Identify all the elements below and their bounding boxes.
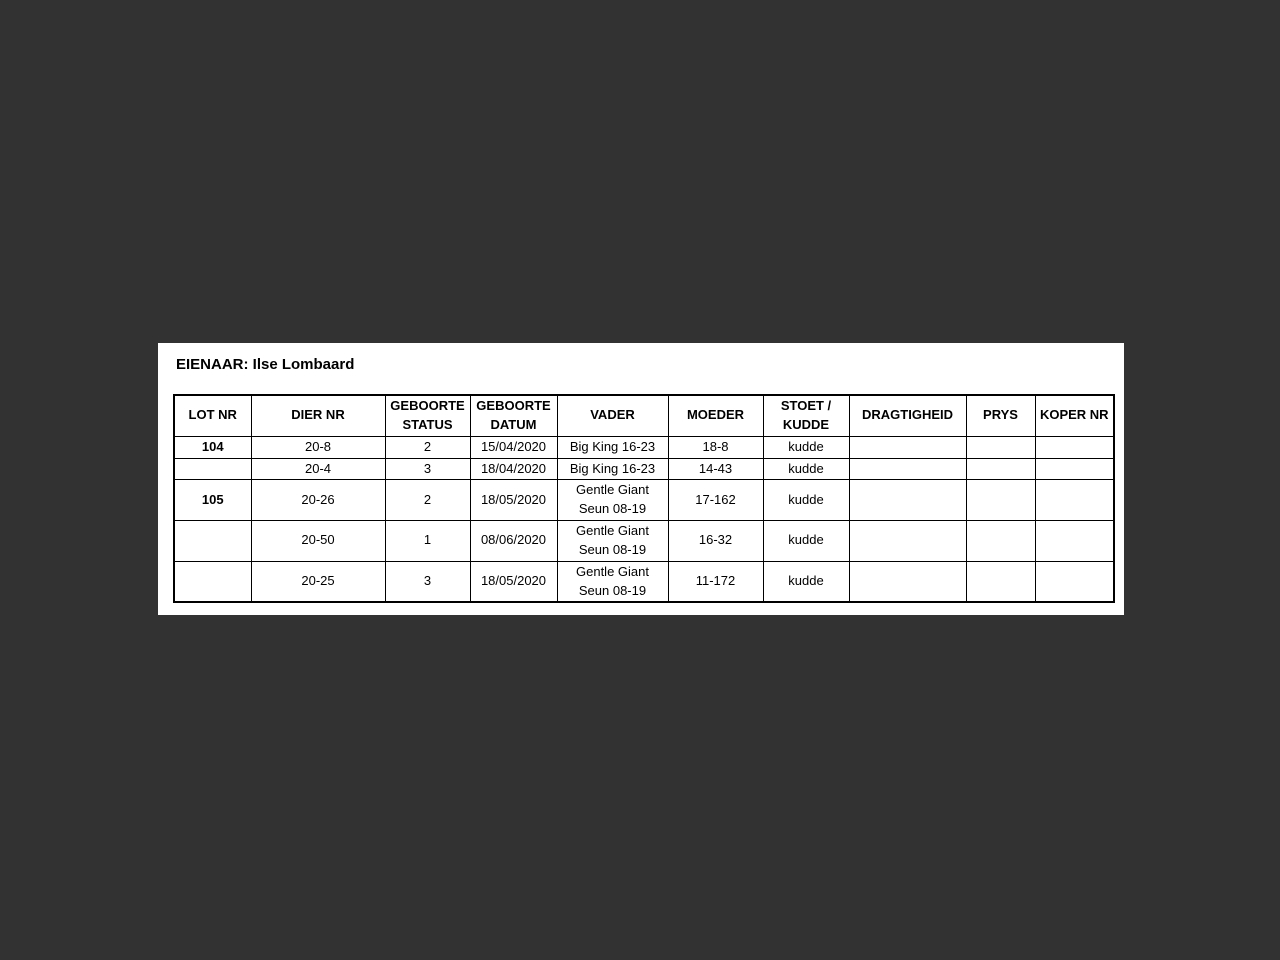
cell-moeder: 11-172 (668, 561, 763, 602)
cell-geboorte-status: 2 (385, 480, 470, 521)
cell-dragtigheid (849, 561, 966, 602)
cell-dragtigheid (849, 436, 966, 458)
column-header-moeder: MOEDER (668, 395, 763, 436)
cell-stoet-kudde: kudde (763, 521, 849, 562)
cell-geboorte-datum: 15/04/2020 (470, 436, 557, 458)
cell-koper-nr (1035, 480, 1114, 521)
cell-koper-nr (1035, 561, 1114, 602)
cell-stoet-kudde: kudde (763, 436, 849, 458)
cell-dragtigheid (849, 521, 966, 562)
auction-catalog-table (173, 394, 1115, 603)
table-row (174, 521, 1114, 562)
cell-moeder: 14-43 (668, 458, 763, 480)
cell-lot-nr (174, 521, 251, 562)
cell-stoet-kudde: kudde (763, 480, 849, 521)
cell-geboorte-status: 2 (385, 436, 470, 458)
cell-dier-nr: 20-8 (251, 436, 385, 458)
cell-prys (966, 521, 1035, 562)
cell-lot-nr: 105 (174, 480, 251, 521)
cell-vader: Big King 16-23 (557, 436, 668, 458)
cell-prys (966, 480, 1035, 521)
cell-prys (966, 561, 1035, 602)
cell-moeder: 16-32 (668, 521, 763, 562)
document-page (158, 343, 1124, 615)
column-header-dragtigheid: DRAGTIGHEID (849, 395, 966, 436)
cell-lot-nr (174, 458, 251, 480)
column-header-lot-nr: LOT NR (174, 395, 251, 436)
cell-stoet-kudde: kudde (763, 458, 849, 480)
cell-moeder: 17-162 (668, 480, 763, 521)
cell-koper-nr (1035, 458, 1114, 480)
cell-vader: Big King 16-23 (557, 458, 668, 480)
owner-heading: EIENAAR: Ilse Lombaard (176, 356, 355, 373)
cell-geboorte-datum: 18/04/2020 (470, 458, 557, 480)
column-header-vader: VADER (557, 395, 668, 436)
table-header-row (174, 395, 1114, 436)
column-header-prys: PRYS (966, 395, 1035, 436)
cell-dier-nr: 20-26 (251, 480, 385, 521)
column-header-geboorte-datum: GEBOORTE DATUM (470, 395, 557, 436)
cell-geboorte-status: 3 (385, 561, 470, 602)
cell-geboorte-datum: 18/05/2020 (470, 480, 557, 521)
cell-vader: Gentle Giant Seun 08-19 (557, 480, 668, 521)
table-row (174, 436, 1114, 458)
cell-koper-nr (1035, 436, 1114, 458)
cell-geboorte-datum: 08/06/2020 (470, 521, 557, 562)
cell-lot-nr: 104 (174, 436, 251, 458)
cell-moeder: 18-8 (668, 436, 763, 458)
cell-geboorte-status: 3 (385, 458, 470, 480)
cell-dragtigheid (849, 458, 966, 480)
cell-geboorte-datum: 18/05/2020 (470, 561, 557, 602)
cell-vader: Gentle Giant Seun 08-19 (557, 521, 668, 562)
column-header-koper-nr: KOPER NR (1035, 395, 1114, 436)
table-row (174, 458, 1114, 480)
table-row (174, 561, 1114, 602)
cell-dragtigheid (849, 480, 966, 521)
cell-lot-nr (174, 561, 251, 602)
cell-dier-nr: 20-4 (251, 458, 385, 480)
column-header-geboorte-status: GEBOORTE STATUS (385, 395, 470, 436)
cell-prys (966, 436, 1035, 458)
cell-koper-nr (1035, 521, 1114, 562)
cell-stoet-kudde: kudde (763, 561, 849, 602)
column-header-stoet-kudde: STOET / KUDDE (763, 395, 849, 436)
cell-geboorte-status: 1 (385, 521, 470, 562)
table-row (174, 480, 1114, 521)
cell-vader: Gentle Giant Seun 08-19 (557, 561, 668, 602)
cell-prys (966, 458, 1035, 480)
column-header-dier-nr: DIER NR (251, 395, 385, 436)
cell-dier-nr: 20-50 (251, 521, 385, 562)
cell-dier-nr: 20-25 (251, 561, 385, 602)
